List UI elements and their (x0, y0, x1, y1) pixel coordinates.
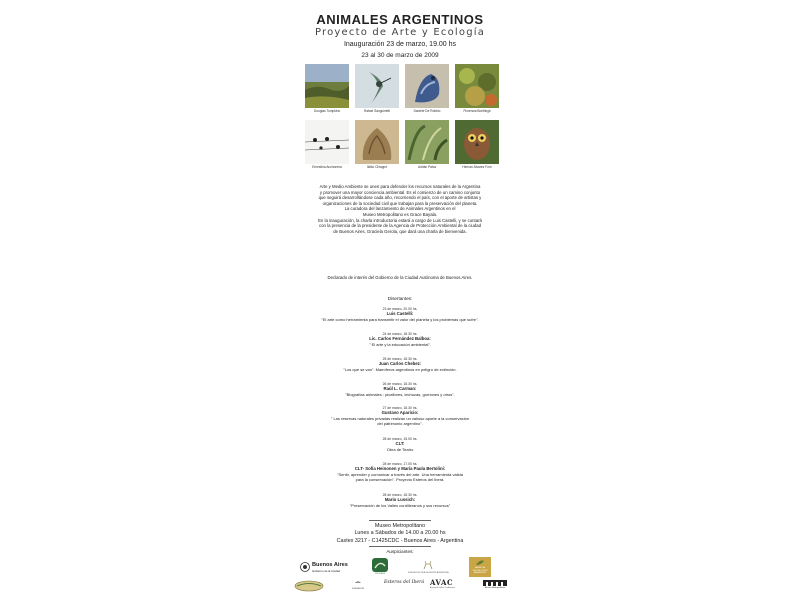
artwork-photo (305, 64, 349, 108)
fundacion-cielo-text: FUNDACIÓN (352, 588, 364, 590)
divider (369, 546, 431, 547)
artwork-photo (405, 120, 449, 164)
talk-speaker: Raúl L. Carman: (383, 386, 417, 392)
talk-entry (0, 332, 800, 347)
description-line: Arte y Medio Ambiente se unen para defender los recursos naturales de la Argentina (319, 184, 481, 189)
talk-speaker: CLT- Sofía Heinonen y María Paula Bertolini: (354, 466, 446, 472)
sponsors-heading: Auspiciantes: (386, 549, 414, 554)
avac-logo (430, 578, 462, 592)
description-line: de Buenos Aires, Graciela Gerola, que dará una charla de bienvenida. (333, 228, 467, 234)
green-emblem-text: ESCUELA (375, 573, 385, 575)
buenos-aires-name: Buenos Aires (312, 562, 348, 568)
talk-speaker: Lic. Carlos Fernández Balboa: (369, 336, 431, 342)
buenos-aires-sub: Gobierno de la Ciudad (312, 569, 340, 573)
page-title: ANIMALES ARGENTINOS (316, 12, 484, 27)
museum-building-icon (483, 578, 507, 586)
green-emblem-text-block (367, 573, 393, 579)
apa-text-2: PROTECCIÓN (472, 569, 488, 572)
talk-title: " El arte y la educación ambiental". (369, 341, 431, 347)
buenos-aires-logo (300, 560, 350, 576)
talk-title: "Sentir, aprender y comunicar a través del arte. Una herramienta válida (337, 471, 463, 477)
artist-name: Douglas Tompkins (314, 109, 340, 113)
artwork-photo (405, 64, 449, 108)
page-subtitle: Proyecto de Arte y Ecología (314, 27, 486, 38)
speakers-heading: Disertantes: (387, 296, 413, 301)
green-emblem-icon (372, 558, 388, 572)
talk-date: 26 de marzo, 18.30 hs. (382, 382, 418, 386)
description-paragraph (0, 184, 800, 234)
artwork-photo (455, 64, 499, 108)
talk-entry (0, 437, 800, 452)
avac-sub: Asociación Valles Cordilleranos (430, 587, 456, 589)
artist-name: Adrián Paiva (417, 165, 437, 169)
talk-speaker: Juan Carlos Chebez: (378, 361, 422, 367)
artist-name: Florencia Bohtlingk (463, 109, 491, 113)
apa-text-3: AMBIENTAL (473, 572, 487, 575)
apa-logo (469, 557, 491, 577)
description-line: Museo Metropolitano es Grace Bayala. (362, 211, 438, 217)
talk-title: del patrimonio argentino". (377, 421, 423, 427)
description-line: que seguirá desarrollándose cada año, recorriendo el país, con el aporte de artistas y (318, 195, 482, 201)
talk-date: 25 de marzo, 18.30 hs. (382, 357, 418, 361)
talk-entry (0, 307, 800, 322)
artist-name: Daniele De Robbio (413, 109, 441, 113)
museo-name: Museo Metropolitano (484, 587, 506, 589)
divider (369, 520, 431, 521)
talk-title: "Los que se van". Mamíferos argentinos en peligro de extinción. (343, 366, 457, 372)
esteros-logo: Esteros del Iberá (384, 580, 425, 585)
description-line: organizaciones de la sociedad civil que trabajan para la preservación del planeta. (322, 200, 478, 206)
artist-name: Hernan Álvarez Forn (462, 165, 492, 169)
artwork-photo (355, 64, 399, 108)
declared-interest: Declarado de interés del Gobierno de la Ciudad Autónoma de Buenos Aires. (327, 275, 473, 280)
museum-info (0, 523, 800, 545)
museum-address: Castex 3217 - C1425CDC - Buenos Aires - Argentina (336, 537, 464, 544)
description-line: En la inauguración, la charla introductoria estará a cargo de Luis Castelli, y se contará (318, 217, 482, 223)
talk-speaker: Mario Lussich: (384, 497, 416, 503)
talk-entry (0, 357, 800, 372)
talk-entry (0, 462, 800, 482)
apa-text-1: AGENCIA (475, 567, 485, 569)
talk-title: " Las reservas naturales privadas realizan un valioso aporte a la conservación (330, 415, 470, 421)
artwork-photo (455, 120, 499, 164)
talk-speaker: Gustavo Aparicio: (381, 410, 419, 416)
artwork-photo (305, 120, 349, 164)
inauguration-text: Inauguración 23 de marzo, 19.00 hs (343, 41, 457, 48)
description-line: y promover una mayor conciencia ambiental. Es el comienzo de un camino conjunto (319, 189, 481, 195)
talk-entry (0, 406, 800, 426)
fundacion-cielo-logo (348, 579, 368, 597)
apa-text (469, 567, 491, 575)
talk-date: 28 de marzo, 15.00 hs. (382, 437, 418, 441)
talk-title: para la conservación". Proyecto Esteros del Iberá. (355, 477, 445, 483)
talk-speaker: CLT: (395, 441, 405, 447)
museum-name: Museo Metropolitano (374, 523, 426, 529)
talk-title: Obra de Teatro (386, 446, 414, 452)
museo-logo (479, 578, 511, 592)
description-line: con la presencia de la presidente de la Agencia de Protección Ambiental de la ciudad (319, 223, 481, 229)
talk-title: "Preservación de los Valles cordilleranos y sus recursos" (349, 502, 451, 508)
artwork-photo (355, 120, 399, 164)
talk-title: "Biografías animales : picaflores, lechuzas, gorriones y otros". (345, 391, 455, 397)
city-seal-icon (300, 562, 310, 572)
talk-entry (0, 493, 800, 508)
fundacion-logo (293, 580, 325, 592)
fvsa-name: FUNDACIÓN VIDA SILVESTRE ARGENTINA (408, 572, 449, 574)
museum-hours: Lunes a Sábados de 14.00 a 20.00 hs (354, 530, 446, 537)
talk-date: 24 de marzo, 18.30 hs. (382, 332, 418, 336)
leaf-icon (475, 559, 485, 566)
bird-icon (354, 579, 362, 587)
talk-date: 27 de marzo, 18.30 hs. (382, 406, 418, 410)
fvsa-logo (408, 560, 448, 578)
deer-icon (422, 560, 434, 570)
talk-speaker: Luis Castelli: (386, 311, 414, 317)
artist-name: Ildiko Chiappe (366, 165, 388, 169)
artist-name: Ernestina Anchorena (312, 165, 342, 169)
description-line: La curadora del lanzamiento de Animales Argentinos en el (344, 206, 456, 212)
exhibition-dates: 23 al 30 de marzo de 2009 (361, 52, 439, 59)
talk-date: 28 de marzo, 18.30 hs. (382, 493, 418, 497)
talk-date: 28 de marzo, 17.00 hs. (382, 462, 418, 466)
talk-date: 23 de marzo, 20.00 hs. (382, 307, 418, 311)
avac-name: AVAC (430, 578, 454, 587)
artist-name: Rafael Sanguinetti (363, 109, 391, 113)
talk-title: "El arte como herramienta para transmitir el valor del planeta y los problemas que sufre". (321, 316, 479, 322)
talk-entry (0, 382, 800, 397)
